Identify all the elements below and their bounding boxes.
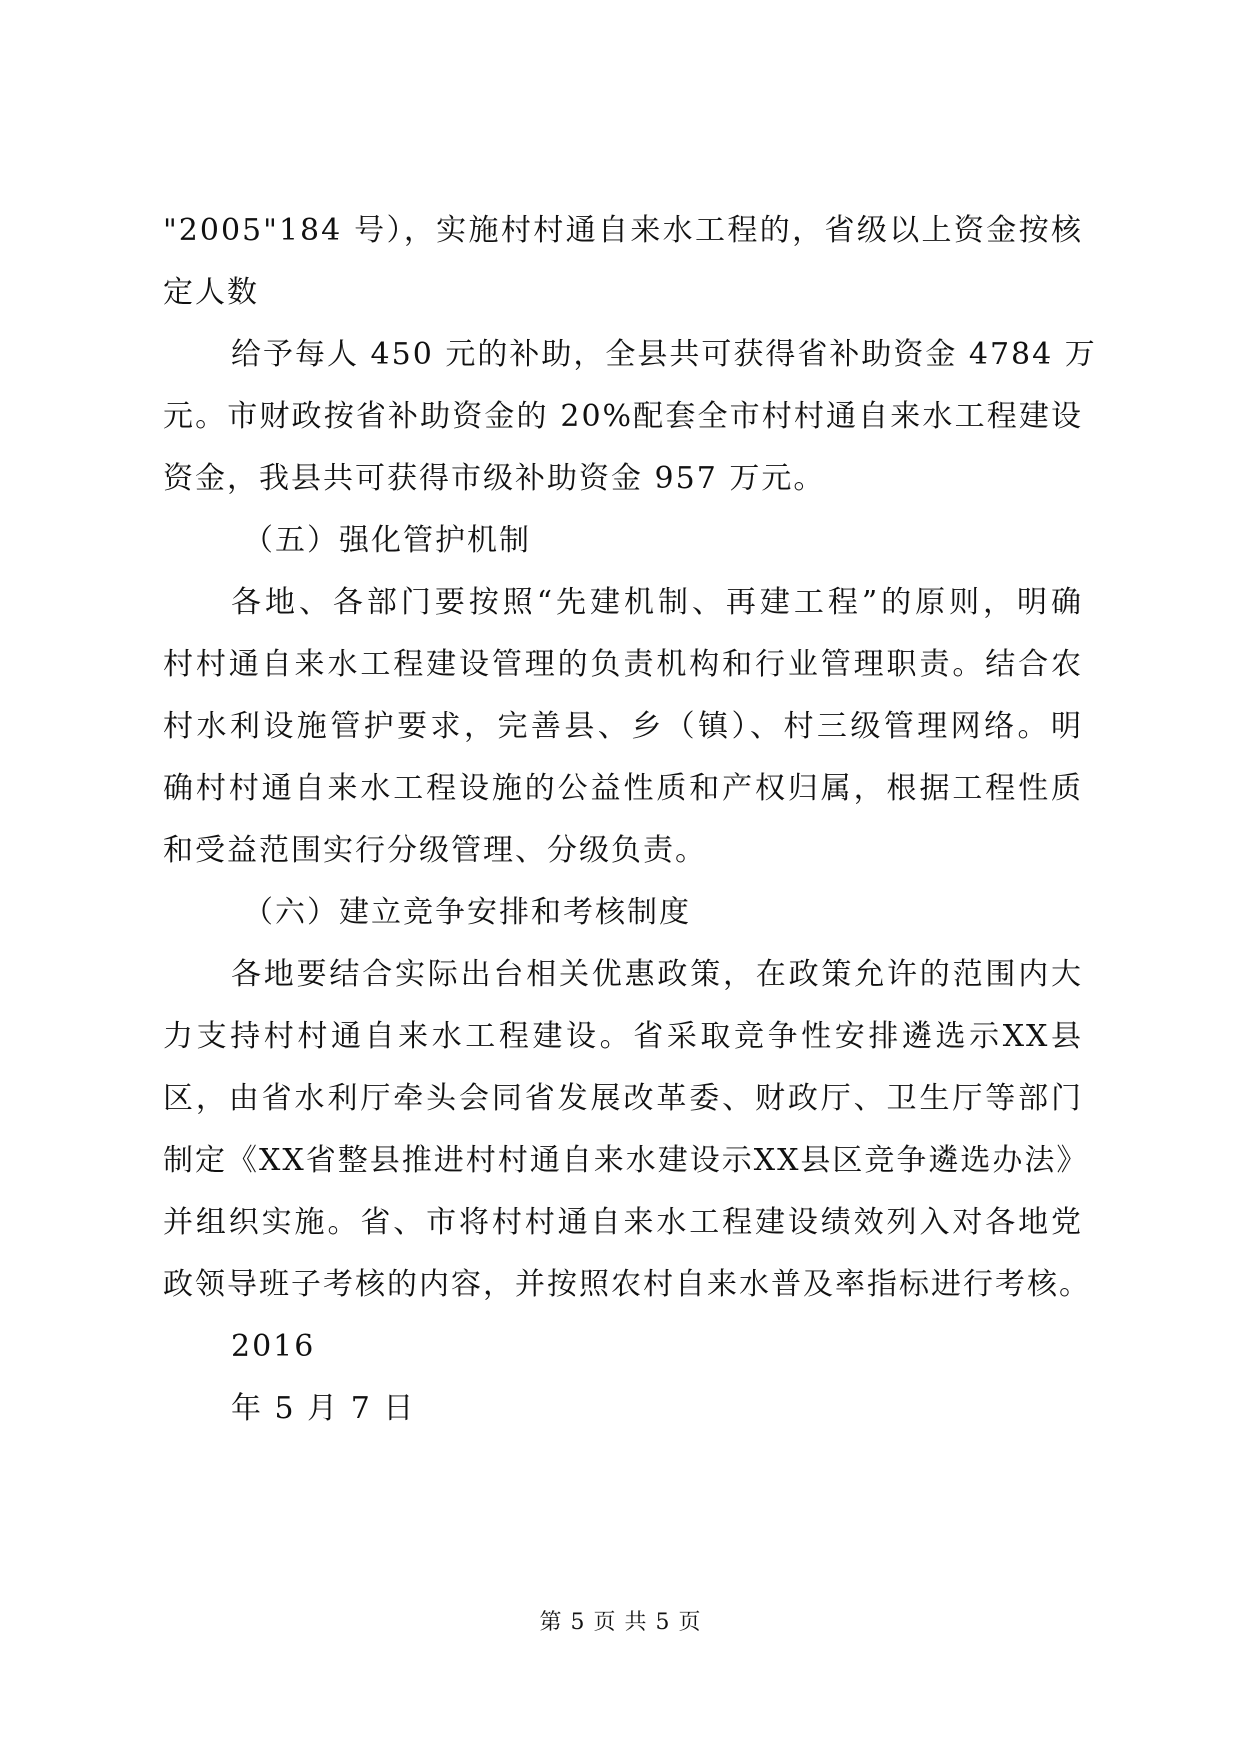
- text-line: 定人数: [163, 275, 259, 310]
- text-line: 元。市财政按省补助资金的 20%配套全市村村通自来水工程建设: [163, 399, 1083, 434]
- text-line: "2005"184 号），实施村村通自来水工程的，省级以上资金按核: [163, 213, 1083, 248]
- text-line: 区，由省水利厅牵头会同省发展改革委、财政厅、卫生厅等部门: [163, 1081, 1083, 1116]
- text-line: 给予每人 450 元的补助，全县共可获得省补助资金 4784 万: [231, 337, 1097, 372]
- text-line: 政领导班子考核的内容，并按照农村自来水普及率指标进行考核。: [163, 1267, 1091, 1302]
- section-heading: （五）强化管护机制: [243, 523, 531, 558]
- page-footer: 第 5 页 共 5 页: [539, 1610, 702, 1635]
- text-line: 资金，我县共可获得市级补助资金 957 万元。: [163, 461, 826, 496]
- date-month-day: 年 5 月 7 日: [231, 1391, 416, 1426]
- text-line: 各地要结合实际出台相关优惠政策，在政策允许的范围内大: [231, 957, 1083, 992]
- text-line: 力支持村村通自来水工程建设。省采取竞争性安排遴选示XX县: [163, 1019, 1083, 1054]
- text-line: 并组织实施。省、市将村村通自来水工程建设绩效列入对各地党: [163, 1205, 1083, 1240]
- date-year: 2016: [231, 1329, 316, 1364]
- document-body: [163, 200, 1097, 1440]
- text-line: 确村村通自来水工程设施的公益性质和产权归属，根据工程性质: [163, 771, 1083, 806]
- text-line: 村水利设施管护要求，完善县、乡（镇）、村三级管理网络。明: [163, 709, 1083, 744]
- section-heading: （六）建立竞争安排和考核制度: [243, 895, 691, 930]
- text-line: 各地、各部门要按照“先建机制、再建工程”的原则，明确: [231, 585, 1083, 620]
- text-line: 村村通自来水工程建设管理的负责机构和行业管理职责。结合农: [163, 647, 1083, 682]
- text-line: 制定《XX省整县推进村村通自来水建设示XX县区竞争遴选办法》: [163, 1143, 1089, 1178]
- text-line: 和受益范围实行分级管理、分级负责。: [163, 833, 707, 868]
